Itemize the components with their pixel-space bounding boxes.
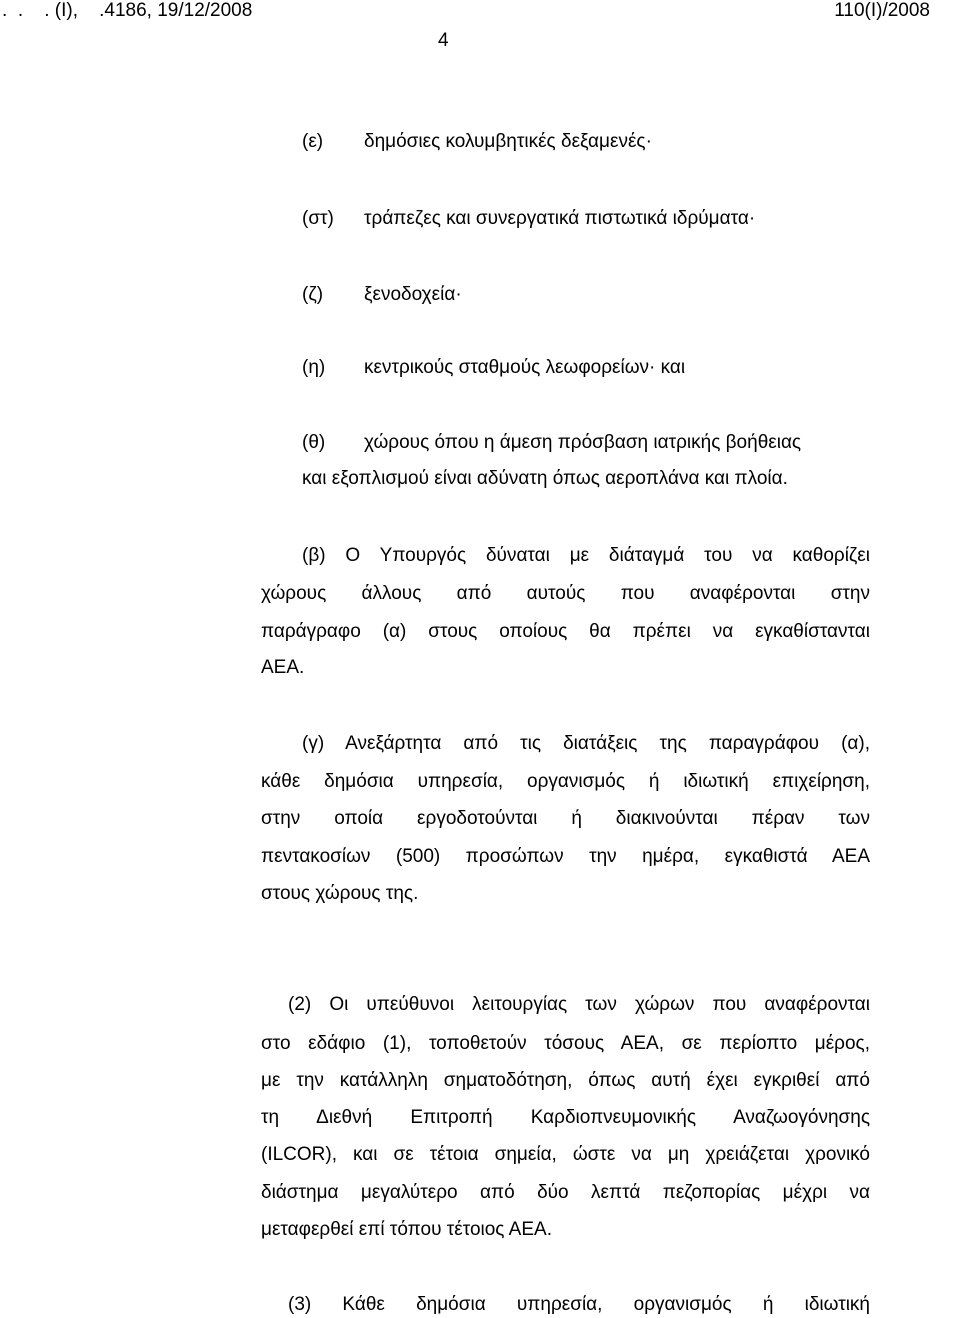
list-item-label: (ε): [302, 131, 324, 152]
paragraph-line: (ILCOR), και σε τέτοια σημεία, ώστε να μη χρειάζεται χρονικό: [261, 1144, 870, 1165]
paragraph-line: παράγραφο (α) στους οποίους θα πρέπει να εγκαθίστανται: [261, 621, 870, 642]
list-item-text: κεντρικούς σταθμούς λεωφορείων· και: [364, 357, 686, 378]
paragraph-line: μεταφερθεί επί τόπου τέτοιος ΑΕΑ.: [261, 1219, 552, 1240]
paragraph-line: (3) Κάθε δημόσια υπηρεσία, οργανισμός ή ιδιωτική: [288, 1294, 870, 1315]
list-item-text: ξενοδοχεία·: [364, 284, 462, 305]
paragraph-line: κάθε δημόσια υπηρεσία, οργανισμός ή ιδιωτική επιχείρηση,: [261, 771, 870, 792]
list-item-text: τράπεζες και συνεργατικά πιστωτικά ιδρύματα·: [364, 208, 756, 229]
list-item-continuation: και εξοπλισμού είναι αδύνατη όπως αεροπλάνα και πλοία.: [302, 468, 788, 489]
list-item-text: χώρους όπου η άμεση πρόσβαση ιατρικής βοήθειας: [364, 432, 802, 453]
paragraph-line: χώρους άλλους από αυτούς που αναφέρονται στην: [261, 583, 870, 604]
paragraph-line: στο εδάφιο (1), τοποθετούν τόσους ΑΕΑ, σε περίοπτο μέρος,: [261, 1033, 870, 1054]
paragraph-line: τη Διεθνή Επιτροπή Καρδιοπνευμονικής Αναζωογόνησης: [261, 1107, 870, 1128]
paragraph-line: διάστημα μεγαλύτερο από δύο λεπτά πεζοπορίας μέχρι να: [261, 1182, 870, 1203]
list-item-label: (η): [302, 357, 326, 378]
paragraph-line: στους χώρους της.: [261, 883, 419, 904]
list-item-label: (στ): [302, 208, 334, 229]
paragraph-line: (β) Ο Υπουργός δύναται με διάταγμά του να καθορίζει: [302, 545, 870, 566]
paragraph-line: στην οποία εργοδοτούνται ή διακινούνται πέραν των: [261, 808, 870, 829]
law-number: 110(Ι)/2008: [834, 0, 930, 21]
list-item-label: (ζ): [302, 284, 324, 305]
paragraph-line: ΑΕΑ.: [261, 657, 305, 678]
page-number: 4: [438, 30, 449, 51]
paragraph-line: (2) Οι υπεύθυνοι λειτουργίας των χώρων που αναφέρονται: [288, 994, 870, 1015]
gazette-reference: . . . (Ι), .4186, 19/12/2008: [2, 0, 253, 21]
paragraph-line: πεντακοσίων (500) προσώπων την ημέρα, εγκαθιστά ΑΕΑ: [261, 846, 870, 867]
paragraph-line: (γ) Ανεξάρτητα από τις διατάξεις της παραγράφου (α),: [302, 733, 870, 754]
list-item-text: δημόσιες κολυμβητικές δεξαμενές·: [364, 131, 652, 152]
paragraph-line: με την κατάλληλη σηματοδότηση, όπως αυτή έχει εγκριθεί από: [261, 1070, 870, 1091]
list-item-label: (θ): [302, 432, 326, 453]
